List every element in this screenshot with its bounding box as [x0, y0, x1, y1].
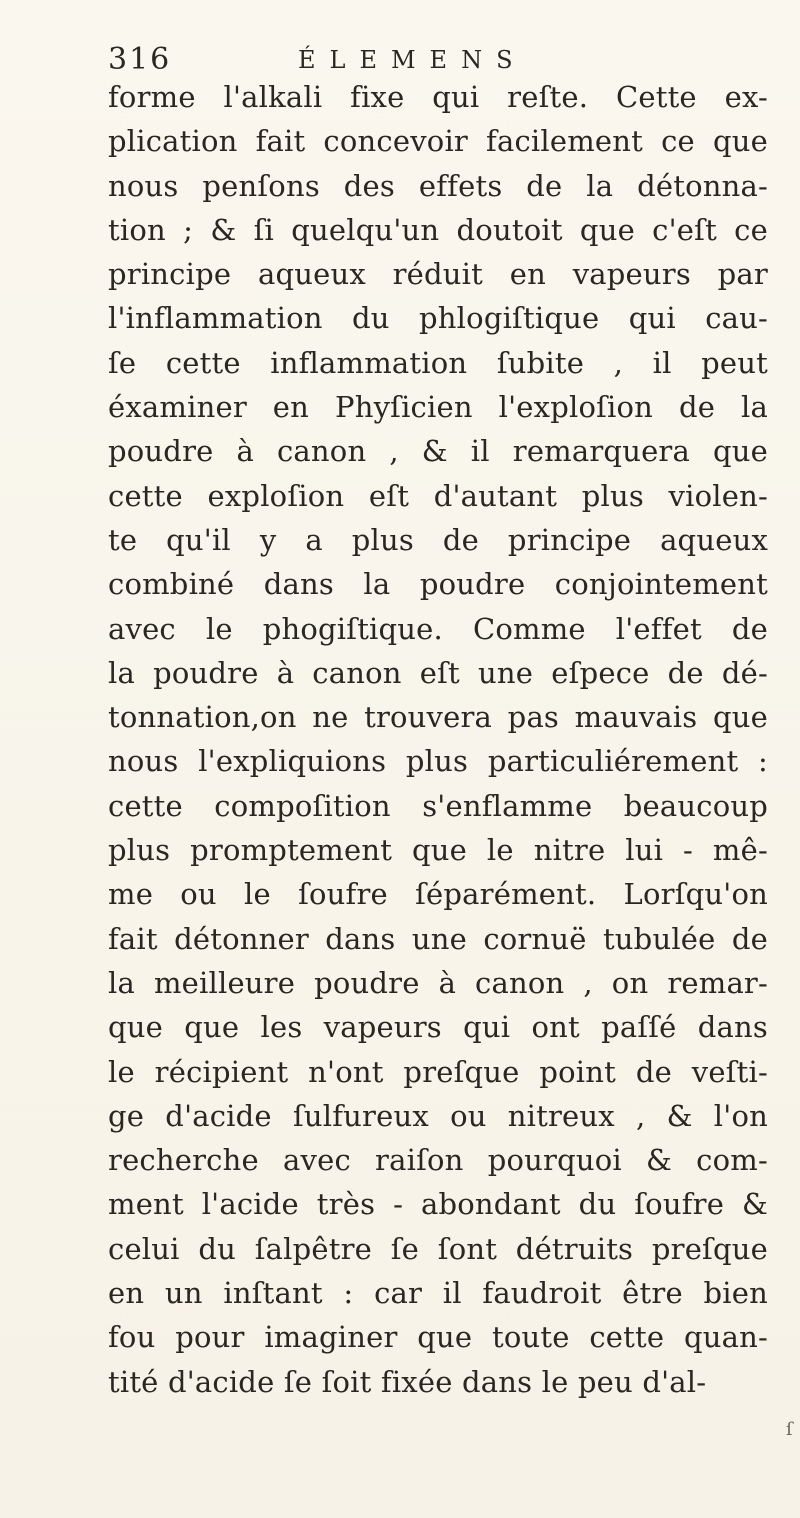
- text-line: la meilleure poudre à canon , on remar-: [108, 965, 768, 1000]
- text-line: celui du ſalpêtre ſe ſont détruits preſque: [108, 1231, 768, 1266]
- body-text: [108, 75, 768, 1404]
- text-line: l'inflammation du phlogiſtique qui cau-: [108, 301, 768, 336]
- text-line: recherche avec raiſon pourquoi & com-: [108, 1143, 768, 1178]
- text-line: en un inſtant : car il faudroit être bien: [108, 1276, 768, 1311]
- running-head: [108, 40, 708, 80]
- text-line: tité d'acide ſe ſoit fixée dans le peu d'al-: [108, 1364, 707, 1399]
- text-line: tion ; & ſi quelqu'un doutoit que c'eſt ce: [108, 212, 768, 247]
- margin-mark: ſ: [786, 1419, 793, 1440]
- text-line: le récipient n'ont preſque point de veſti-: [108, 1054, 768, 1089]
- text-line: avec le phogiſtique. Comme l'effet de: [108, 611, 768, 646]
- text-line: fou pour imaginer que toute cette quan-: [108, 1320, 768, 1355]
- page-number: 316: [108, 42, 172, 77]
- text-line: nous l'expliquions plus particuliérement :: [108, 744, 768, 779]
- text-line: fait détonner dans une cornuë tubulée de: [108, 921, 768, 956]
- text-line: combiné dans la poudre conjointement: [108, 567, 768, 602]
- text-line: que que les vapeurs qui ont paſſé dans: [108, 1010, 768, 1045]
- running-title: ÉLEMENS: [298, 46, 527, 74]
- text-line: plus promptement que le nitre lui - mê-: [108, 833, 768, 868]
- text-line: plication fait concevoir facilement ce que: [108, 124, 768, 159]
- text-line: cette compoſition s'enflamme beaucoup: [108, 788, 768, 823]
- text-line: la poudre à canon eſt une eſpece de dé-: [108, 655, 768, 690]
- text-line: ment l'acide très - abondant du ſoufre &: [108, 1187, 768, 1222]
- text-line: principe aqueux réduit en vapeurs par: [108, 257, 768, 292]
- text-line: nous penſons des effets de la détonna-: [108, 168, 768, 203]
- text-line: poudre à canon , & il remarquera que: [108, 434, 768, 469]
- text-line: me ou le ſoufre ſéparément. Lorſqu'on: [108, 877, 768, 912]
- text-line: ſe cette inflammation ſubite , il peut: [108, 345, 768, 380]
- text-line: te qu'il y a plus de principe aqueux: [108, 522, 768, 557]
- text-line: cette exploſion eſt d'autant plus violen-: [108, 478, 768, 513]
- text-line: tonnation,on ne trouvera pas mauvais que: [108, 700, 768, 735]
- text-line: forme l'alkali fixe qui reſte. Cette ex-: [108, 80, 768, 114]
- text-line: ge d'acide ſulfureux ou nitreux , & l'on: [108, 1098, 768, 1133]
- text-line: éxaminer en Phyſicien l'exploſion de la: [108, 390, 768, 425]
